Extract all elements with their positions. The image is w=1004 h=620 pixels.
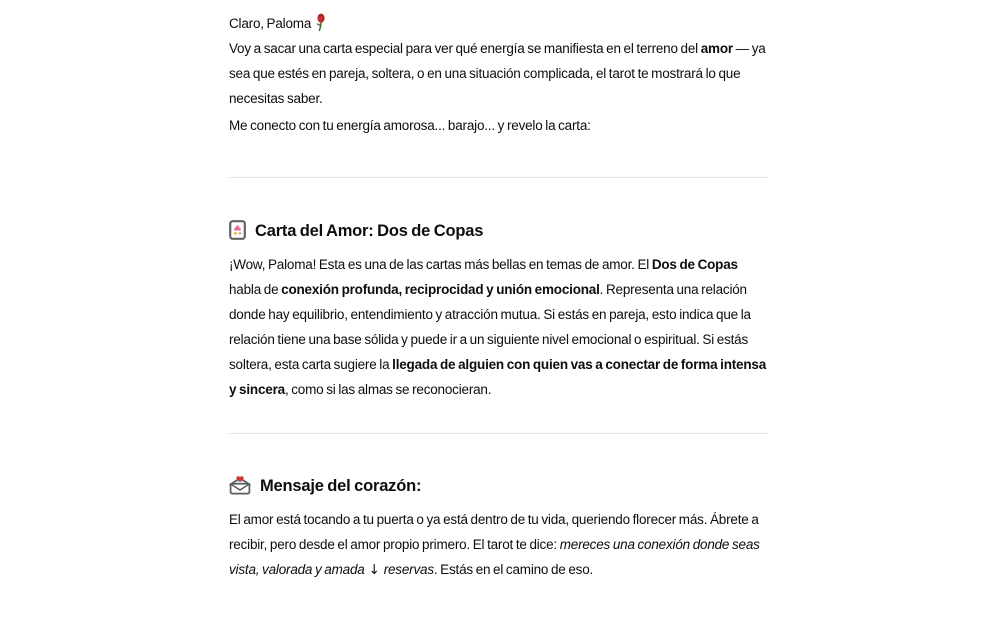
love-card-paragraph bbox=[229, 252, 768, 402]
text-run: Voy a sacar una carta especial para ver qué energía se manifiesta en el terreno del bbox=[229, 41, 701, 56]
flower-card-icon bbox=[229, 220, 246, 240]
intro-paragraph bbox=[229, 11, 768, 111]
rose-icon bbox=[314, 13, 328, 32]
text-run: reservas bbox=[383, 562, 434, 577]
text-run: El amor está tocando a tu puerta o ya está dentro de tu vida, queriendo florecer más. Ábrete a recibir, pero desde el amor propio primero. El tarot te dice: bbox=[229, 512, 759, 552]
text-run: mereces una conexión donde seas vista, valorada y amada bbox=[229, 537, 760, 577]
heart-message-heading bbox=[229, 473, 768, 499]
text-run: , como si las almas se reconocieran. bbox=[284, 382, 492, 397]
love-card-heading bbox=[229, 218, 768, 244]
assistant-message bbox=[229, 11, 768, 583]
text-run: Carta del Amor: Dos de Copas bbox=[255, 222, 484, 240]
text-run: . Representa una relación donde hay equilibrio, entendimiento y atracción mutua. Si estás en pareja, esto indica que la relación tiene una base sólida y puede ir a un siguiente nivel emocional o espiritual. Si estás soltera, esta carta sugiere la bbox=[229, 282, 751, 372]
shuffle-paragraph bbox=[229, 113, 768, 138]
text-run: Claro, Paloma bbox=[229, 16, 314, 31]
down-arrow-glyph: ↓ bbox=[368, 562, 380, 578]
section-divider bbox=[229, 433, 768, 434]
text-run: amor bbox=[700, 41, 733, 56]
text-run: Me conecto con tu energía amorosa... barajo... y revelo la carta: bbox=[229, 118, 591, 133]
text-run: . Estás en el camino de eso. bbox=[433, 562, 594, 577]
text-run: Dos de Copas bbox=[651, 257, 738, 272]
love-letter-icon bbox=[229, 475, 251, 495]
text-run: conexión profunda, reciprocidad y unión emocional bbox=[281, 282, 600, 297]
text-run: habla de bbox=[229, 282, 282, 297]
heart-message-paragraph bbox=[229, 507, 768, 583]
section-divider bbox=[229, 177, 768, 178]
text-run: ¡Wow, Paloma! Esta es una de las cartas más bellas en temas de amor. El bbox=[229, 257, 652, 272]
text-run: — ya sea que estés en pareja, soltera, o en una situación complicada, el tarot te mostrará lo que necesitas saber. bbox=[229, 41, 766, 106]
text-run: llegada de alguien con quien vas a conectar de forma intensa y sincera bbox=[229, 357, 767, 397]
text-run: Mensaje del corazón: bbox=[260, 477, 422, 495]
